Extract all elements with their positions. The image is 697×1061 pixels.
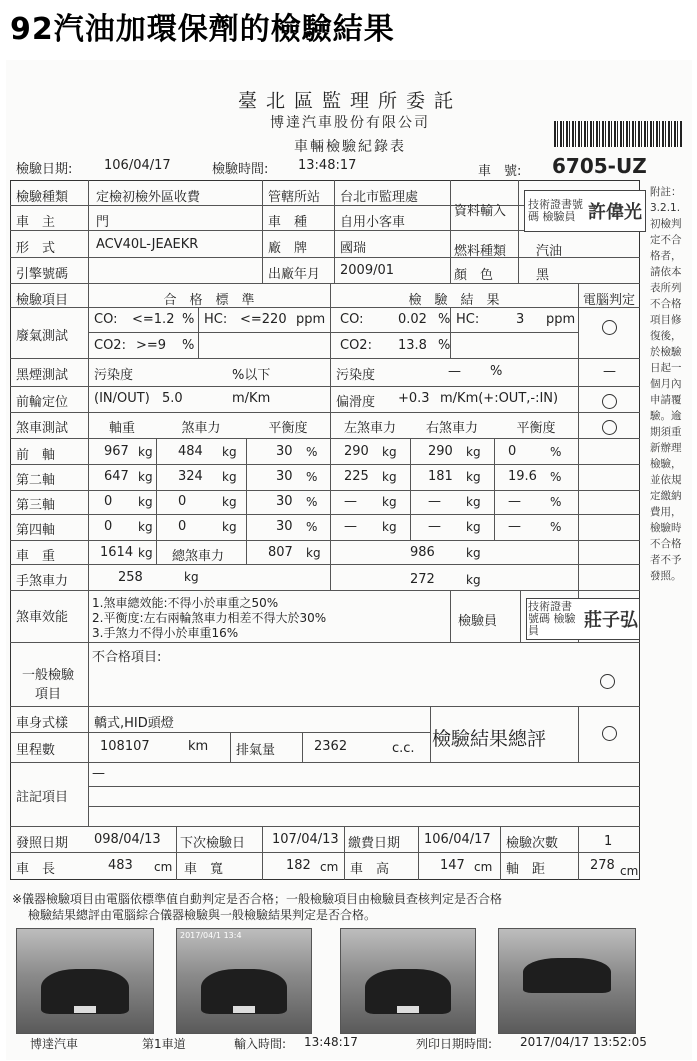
brake-row-force-unit: kg (222, 520, 237, 534)
note-line-2: 檢驗結果總評由電腦綜合儀器檢驗與一般檢驗結果判定是否合格。 (28, 908, 377, 922)
brake-row-right-force-unit: kg (466, 470, 481, 484)
brake-row-force: 0 (178, 494, 187, 509)
odometer-unit: km (188, 739, 209, 754)
brake-row-balance-unit: % (306, 470, 318, 484)
brake-row-left-force-unit: kg (382, 470, 397, 484)
width-label: 車 寬 (184, 862, 224, 877)
input-time: 13:48:17 (304, 1035, 358, 1049)
smoke-res-b: — (448, 364, 461, 379)
year-label: 出廠年月 (268, 267, 321, 282)
engine-label: 引擎號碼 (16, 267, 69, 282)
alignment-pass-mark (602, 394, 617, 409)
displacement-unit: c.c. (392, 741, 415, 756)
length-value: 483 (108, 858, 133, 873)
note-line-1: ※儀器檢驗項目由電腦依標準值自動判定是否合格；一般檢驗項目由檢驗員查核判定是否合格 (12, 892, 503, 906)
co2-std-label: CO2: (94, 338, 126, 353)
alignment-std: (IN/OUT) (94, 391, 150, 406)
smoke-std-a: 污染度 (94, 368, 134, 383)
kind-value: 自用小客車 (340, 215, 406, 230)
emission-label: 廢氣測試 (16, 329, 69, 344)
brake-row-left-force-unit: kg (382, 445, 397, 459)
brake-row-balance2-unit: % (550, 470, 562, 484)
handbrake-label: 手煞車力 (16, 574, 69, 589)
input-time-label: 輸入時間: (234, 1037, 287, 1051)
owner-label: 車 主 (16, 215, 56, 230)
total-force-unit: kg (306, 546, 321, 560)
brake-row-balance-unit: % (306, 520, 318, 534)
remarks-line-1: — (92, 766, 105, 781)
stamp-1-name: 許偉光 (588, 202, 642, 223)
brake-row-force: 484 (178, 444, 203, 459)
brake-label: 煞車測試 (16, 421, 69, 436)
displacement-label: 排氣量 (236, 743, 276, 758)
smoke-judge: — (603, 364, 616, 379)
print-time-label: 列印日期時間: (416, 1037, 493, 1051)
brake-row-left-force: — (344, 519, 357, 534)
brake-row-label: 前 軸 (16, 448, 56, 463)
hc-std-value: <=220 (240, 312, 287, 327)
brake-row-force-unit: kg (222, 495, 237, 509)
inspect-time: 13:48:17 (298, 158, 357, 173)
alignment-std-value: 5.0 (162, 391, 183, 406)
data-input-label: 資料輸入 (454, 204, 507, 219)
brake-row-balance2: 0 (508, 444, 517, 459)
width-value: 182 (286, 858, 311, 873)
brake-row-balance2: — (508, 494, 521, 509)
brake-row-balance: 30 (276, 494, 293, 509)
brake-row-force-unit: kg (222, 445, 237, 459)
brake-h-right: 右煞車力 (425, 421, 478, 436)
length-label: 車 長 (16, 862, 56, 877)
paid-date: 106/04/17 (424, 832, 491, 847)
inspect-date-label: 檢驗日期: (16, 162, 73, 177)
brake-row-axle-unit: kg (138, 495, 153, 509)
body-style-label: 車身式樣 (16, 716, 69, 731)
item-header: 檢驗項目 (16, 293, 69, 308)
lane-number: 第1車道 (142, 1037, 186, 1051)
brake-row-left-force-unit: kg (382, 495, 397, 509)
photo-2-timestamp: 2017/04/1 13:4 (180, 931, 242, 940)
brake-row-balance-unit: % (306, 495, 318, 509)
brake-h-axle: 軸重 (108, 421, 135, 436)
body-style-value: 轎式,HID頭燈 (94, 716, 174, 731)
fuel-value: 汽油 (536, 244, 563, 259)
standard-header: 合 格 標 準 (163, 293, 255, 308)
issue-date-label: 發照日期 (16, 836, 69, 851)
brake-row-right-force-unit: kg (466, 520, 481, 534)
stamp-1-label: 技術證書號碼 檢驗員 (528, 198, 583, 223)
brake-h-balance: 平衡度 (268, 421, 308, 436)
brake-row-right-force-unit: kg (466, 445, 481, 459)
efficiency-line-3: 3.手煞力不得小於車重16% (92, 626, 239, 640)
brake-row-axle-unit: kg (138, 445, 153, 459)
smoke-res-a: 污染度 (336, 368, 376, 383)
brake-row-balance2-unit: % (550, 520, 562, 534)
handbrake-unit: kg (184, 570, 199, 584)
co2-std-unit: % (182, 338, 195, 353)
camera-photo-1 (16, 928, 154, 1034)
wheelbase-unit: cm (620, 864, 639, 878)
brake-row-right-force: 181 (428, 469, 453, 484)
side-note: 附註：3.2.1.初檢判定不合格者，請依本表所列不合格項目修復後，於檢驗日起一個月內申請覆驗。逾期須重新辦理檢驗，並依規定繳納費用，檢驗時不合格者不予發照。 (650, 186, 682, 582)
brake-row-axle: 647 (104, 469, 129, 484)
brake-row-left-force: 290 (344, 444, 369, 459)
plate-label: 車 號: (478, 164, 522, 179)
handbrake-value: 258 (118, 570, 143, 585)
handbrake-result: 272 (410, 572, 435, 587)
kind-label: 車 種 (268, 215, 308, 230)
model-label: 形 式 (16, 241, 56, 256)
weight-label: 車 重 (16, 549, 56, 564)
brake-row-balance-unit: % (306, 445, 318, 459)
smoke-label: 黑煙測試 (16, 368, 69, 383)
brake-row-balance2-unit: % (550, 445, 562, 459)
alignment-res-value: +0.3 (398, 391, 430, 406)
brake-h-force: 煞車力 (181, 421, 221, 436)
brake-row-axle-unit: kg (138, 520, 153, 534)
color-value: 黑 (536, 268, 550, 283)
emission-pass-mark (602, 320, 617, 335)
total-result-unit: kg (466, 546, 481, 560)
alignment-res-unit: m/Km(+:OUT,-:IN) (440, 391, 559, 406)
brake-row-axle: 0 (104, 494, 113, 509)
print-time: 2017/04/17 13:52:05 (520, 1035, 647, 1049)
brake-h-left: 左煞車力 (343, 421, 396, 436)
brake-row-balance2: 19.6 (508, 469, 537, 484)
brake-row-label: 第三軸 (16, 498, 56, 513)
camera-photo-3 (340, 928, 476, 1034)
total-force-value: 807 (268, 545, 293, 560)
co2-res-label: CO2: (340, 338, 372, 353)
odometer-label: 里程數 (16, 743, 56, 758)
width-unit: cm (320, 860, 339, 874)
inspect-count-label: 檢驗次數 (506, 836, 559, 851)
camera-photo-2 (176, 928, 312, 1034)
stamp-2-label: 技術證書號碼 檢驗員 (528, 600, 576, 637)
co-res-unit: % (438, 312, 451, 327)
model-value: ACV40L-JEAEKR (96, 237, 199, 252)
overall-result-label: 檢驗結果總評 (432, 728, 547, 750)
brake-row-axle: 0 (104, 519, 113, 534)
total-force-label: 總煞車力 (172, 549, 225, 564)
wheelbase-label: 軸 距 (506, 862, 546, 877)
odometer-value: 108107 (100, 739, 150, 754)
wheelbase-value: 278 (590, 858, 615, 873)
plate-number: 6705-UZ (552, 154, 647, 178)
hc-std-unit: ppm (296, 312, 326, 327)
height-unit: cm (474, 860, 493, 874)
station-value: 台北市監理處 (340, 190, 419, 205)
displacement-value: 2362 (314, 739, 348, 754)
brake-row-balance2: — (508, 519, 521, 534)
co-res-value: 0.02 (398, 312, 427, 327)
co-std-label: CO: (94, 312, 118, 327)
alignment-label: 前輪定位 (16, 395, 69, 410)
fail-items-label: 不合格項目: (92, 650, 162, 665)
inspect-time-label: 檢驗時間: (212, 162, 269, 177)
inspector-label: 檢驗員 (458, 614, 498, 629)
co-std-value: <=1.2 (132, 312, 175, 327)
inspect-date: 106/04/17 (104, 158, 171, 173)
brand-value: 國瑞 (340, 241, 367, 256)
color-label: 顏 色 (454, 268, 494, 283)
hc-res-value: 3 (516, 312, 525, 327)
page-title: 92汽油加環保劑的檢驗結果 (10, 12, 395, 47)
brake-row-left-force: — (344, 494, 357, 509)
fuel-label: 燃料種類 (454, 244, 507, 259)
brake-row-right-force: 290 (428, 444, 453, 459)
type-value: 定檢初檢外區收費 (96, 190, 201, 205)
brake-row-left-force: 225 (344, 469, 369, 484)
brake-row-right-force-unit: kg (466, 495, 481, 509)
hc-res-label: HC: (456, 312, 480, 327)
brand-label: 廠 牌 (268, 241, 308, 256)
weight-unit: kg (138, 546, 153, 560)
brake-row-balance: 30 (276, 519, 293, 534)
brake-row-right-force: — (428, 519, 441, 534)
inspect-count: 1 (604, 834, 613, 849)
paid-date-label: 繳費日期 (348, 836, 401, 851)
co-res-label: CO: (340, 312, 364, 327)
judge-header: 電腦判定 (582, 293, 635, 308)
hc-res-unit: ppm (546, 312, 576, 327)
co2-res-value: 13.8 (398, 338, 427, 353)
stamp-2-name: 莊子弘 (584, 610, 638, 631)
barcode (554, 121, 682, 147)
smoke-res-c: % (490, 364, 503, 379)
weight-value: 1614 (100, 545, 134, 560)
hc-std-label: HC: (204, 312, 228, 327)
company-name: 博達汽車股份有限公司 (270, 115, 430, 131)
brake-row-force: 324 (178, 469, 203, 484)
brake-row-balance2-unit: % (550, 495, 562, 509)
brake-row-balance: 30 (276, 444, 293, 459)
height-label: 車 高 (350, 862, 390, 877)
overall-pass-mark (602, 726, 617, 741)
efficiency-line-1: 1.煞車總效能:不得小於車重之50% (92, 596, 279, 610)
owner-value: 門 (96, 215, 110, 230)
brake-pass-mark (602, 420, 617, 435)
total-force-result: 986 (410, 545, 435, 560)
length-unit: cm (154, 860, 173, 874)
next-inspect-date: 107/04/13 (272, 832, 339, 847)
issue-date: 098/04/13 (94, 832, 161, 847)
brake-row-force-unit: kg (222, 470, 237, 484)
remarks-label: 註記項目 (16, 790, 69, 805)
co-std-unit: % (182, 312, 195, 327)
efficiency-line-2: 2.平衡度:左右兩輪煞車力相差不得大於30% (92, 611, 327, 625)
inspector-stamp-2 (526, 598, 640, 640)
next-inspect-label: 下次檢驗日 (180, 836, 246, 851)
station-name: 博達汽車 (30, 1037, 79, 1051)
brake-row-axle-unit: kg (138, 470, 153, 484)
co2-res-unit: % (438, 338, 451, 353)
brake-row-axle: 967 (104, 444, 129, 459)
type-label: 檢驗種類 (16, 190, 69, 205)
alignment-res-label: 偏滑度 (336, 395, 376, 410)
co2-std-value: >=9 (136, 338, 167, 353)
year-value: 2009/01 (340, 263, 395, 278)
brake-row-right-force: — (428, 494, 441, 509)
camera-photo-4 (498, 928, 636, 1034)
brake-row-label: 第二軸 (16, 473, 56, 488)
inspector-stamp-1 (524, 190, 646, 232)
station-label: 管轄所站 (268, 190, 321, 205)
brake-h-balance2: 平衡度 (516, 421, 556, 436)
alignment-std-unit: m/Km (232, 391, 271, 406)
smoke-std-b: %以下 (232, 368, 271, 383)
result-header: 檢 驗 結 果 (408, 293, 500, 308)
efficiency-label: 煞車效能 (16, 610, 69, 625)
brake-row-force: 0 (178, 519, 187, 534)
form-title: 車輛檢驗紀錄表 (294, 139, 406, 155)
handbrake-result-unit: kg (466, 573, 481, 587)
brake-row-label: 第四軸 (16, 523, 56, 538)
general-label: 一般檢驗項目 (21, 668, 74, 702)
general-pass-mark (600, 674, 615, 689)
org-title: 臺北區監理所委託 (237, 90, 462, 112)
brake-row-balance: 30 (276, 469, 293, 484)
brake-row-left-force-unit: kg (382, 520, 397, 534)
height-value: 147 (440, 858, 465, 873)
